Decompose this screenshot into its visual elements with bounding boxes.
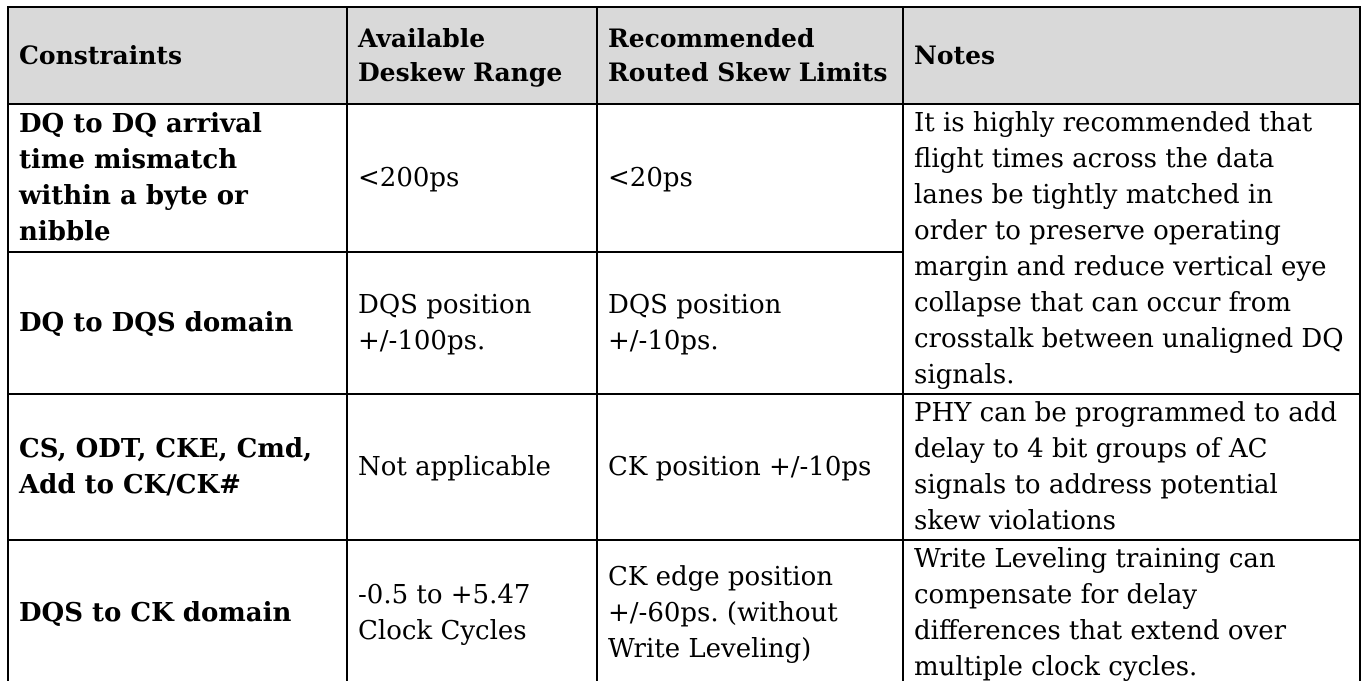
constraint-cell: DQ to DQS domain bbox=[8, 252, 347, 394]
header-routed-skew-limits: Recommended Routed Skew Limits bbox=[597, 7, 903, 104]
deskew-cell: Not applicable bbox=[347, 394, 597, 540]
routed-skew-cell: CK position +/-10ps bbox=[597, 394, 903, 540]
routed-skew-cell: DQS position +/-10ps. bbox=[597, 252, 903, 394]
notes-cell: PHY can be programmed to add delay to 4 bit groups of AC signals to address potential skew violations bbox=[903, 394, 1360, 540]
table-row bbox=[8, 104, 1360, 252]
skew-constraints-table bbox=[7, 6, 1361, 681]
deskew-cell: -0.5 to +5.47 Clock Cycles bbox=[347, 540, 597, 681]
notes-cell: It is highly recommended that flight times across the data lanes be tightly matched in order to preserve operating margin and reduce vertical eye collapse that can occur from crosstalk between unaligned DQ signals. bbox=[903, 104, 1360, 394]
constraint-cell: DQS to CK domain bbox=[8, 540, 347, 681]
deskew-cell: DQS position +/-100ps. bbox=[347, 252, 597, 394]
constraint-cell: CS, ODT, CKE, Cmd, Add to CK/CK# bbox=[8, 394, 347, 540]
table-row bbox=[8, 540, 1360, 681]
routed-skew-cell: CK edge position +/-60ps. (without Write Leveling) bbox=[597, 540, 903, 681]
table-row bbox=[8, 394, 1360, 540]
header-deskew-range: Available Deskew Range bbox=[347, 7, 597, 104]
constraint-cell: DQ to DQ arrival time mismatch within a byte or nibble bbox=[8, 104, 347, 252]
deskew-cell: <200ps bbox=[347, 104, 597, 252]
table-header-row bbox=[8, 7, 1360, 104]
routed-skew-cell: <20ps bbox=[597, 104, 903, 252]
notes-cell: Write Leveling training can compensate for delay differences that extend over multiple clock cycles. bbox=[903, 540, 1360, 681]
header-constraints: Constraints bbox=[8, 7, 347, 104]
header-notes: Notes bbox=[903, 7, 1360, 104]
